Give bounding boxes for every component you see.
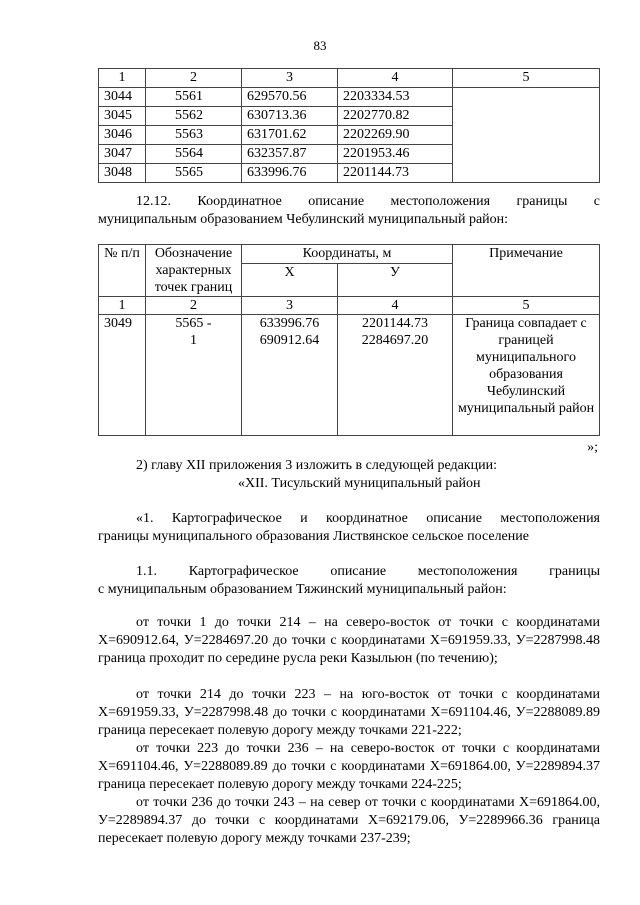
cell-x: 630713.36 — [242, 107, 338, 126]
table-row — [99, 88, 600, 107]
section-12-12-line2: муниципальным образованием Чебулинский муниципальный район: — [98, 212, 509, 227]
cell-x: 631701.62 — [242, 126, 338, 145]
chapter-title: «XII. Тисульский муниципальный район — [238, 476, 481, 491]
cell-y-line1: 2201144.73 — [362, 316, 428, 331]
header-coordinates: Координаты, м — [242, 245, 453, 264]
cell-x — [242, 315, 338, 436]
column-number: 3 — [242, 297, 338, 315]
cell-note — [453, 88, 600, 183]
table-header-row — [99, 69, 600, 88]
cell-x: 629570.56 — [242, 88, 338, 107]
cell-x: 632357.87 — [242, 145, 338, 164]
section-12-12-line1: 12.12. Координатное описание местоположения границы с — [136, 194, 600, 209]
table-row — [99, 315, 600, 436]
section-1-line2: границы муниципального образования Листвянское сельское поселение — [98, 529, 529, 544]
cell-note: Граница совпадает с границей муниципального образования Чебулинский муниципальный район — [453, 315, 600, 436]
cell-number: 3048 — [99, 164, 146, 183]
cell-number: 3045 — [99, 107, 146, 126]
header-designation: Обозначение характерных точек границ — [146, 245, 242, 297]
cell-point: 5561 — [146, 88, 242, 107]
cell-y: 2202770.82 — [338, 107, 453, 126]
section-1-1-line1: 1.1. Картографическое описание местоположения границы — [136, 564, 600, 579]
boundary-paragraph-4: от точки 236 до точки 243 – на север от точки с координатами X=691864.00, У=2289894.37 до точки с координатами X=692179.06, У=2289966.36 граница пересекает полевую дорогу между точками 237-239; — [98, 795, 600, 846]
header-cell: 2 — [146, 69, 242, 88]
cell-point: 5563 — [146, 126, 242, 145]
cell-number: 3046 — [99, 126, 146, 145]
cell-y: 2202269.90 — [338, 126, 453, 145]
cell-x: 633996.76 — [242, 164, 338, 183]
closing-mark: »; — [587, 440, 598, 455]
header-cell: 4 — [338, 69, 453, 88]
cell-points-line2: 1 — [190, 333, 197, 348]
cell-y: 2203334.53 — [338, 88, 453, 107]
cell-x-line2: 690912.64 — [259, 333, 320, 348]
section-1-line1: «1. Картографическое и координатное описание местоположения — [136, 511, 600, 526]
header-num: № п/п — [99, 245, 146, 297]
cell-points — [146, 315, 242, 436]
cell-number: 3049 — [99, 315, 146, 436]
boundary-paragraph-3: от точки 223 до точки 236 – на северо-восток от точки с координатами X=691104.46, У=2288089.89 до точки с координатами X=691864.00, У=2289894.37 граница пересекает полевую дорогу между точками 224-225; — [98, 741, 600, 792]
cell-y-line2: 2284697.20 — [361, 333, 429, 348]
table-column-numbers — [99, 297, 600, 315]
cell-number: 3044 — [99, 88, 146, 107]
cell-y — [338, 315, 453, 436]
section-1-1-line2: с муниципальным образованием Тяжинский муниципальный район: — [98, 582, 507, 597]
column-number: 5 — [453, 297, 600, 315]
coordinates-table-continued — [98, 68, 600, 183]
cell-number: 3047 — [99, 145, 146, 164]
header-x: X — [242, 264, 338, 297]
column-number: 1 — [99, 297, 146, 315]
column-number: 4 — [338, 297, 453, 315]
item-2-text: 2) главу XII приложения 3 изложить в следующей редакции: — [136, 458, 497, 473]
header-cell: 3 — [242, 69, 338, 88]
header-cell: 5 — [453, 69, 600, 88]
boundary-paragraph-1: от точки 1 до точки 214 – на северо-восток от точки с координатами X=690912.64, У=2284697.20 до точки с координатами X=691959.33, У=2287998.48 граница проходит по середине русла реки Казыльюн (по течению); — [98, 615, 600, 666]
header-note: Примечание — [453, 245, 600, 297]
cell-point: 5565 — [146, 164, 242, 183]
cell-points-line1: 5565 - — [175, 316, 212, 331]
cell-point: 5564 — [146, 145, 242, 164]
coordinates-table — [98, 244, 600, 436]
header-cell: 1 — [99, 69, 146, 88]
column-number: 2 — [146, 297, 242, 315]
cell-y: 2201953.46 — [338, 145, 453, 164]
table-header-row — [99, 245, 600, 264]
header-y: У — [338, 264, 453, 297]
cell-x-line1: 633996.76 — [259, 316, 320, 331]
cell-y: 2201144.73 — [338, 164, 453, 183]
boundary-paragraph-2: от точки 214 до точки 223 – на юго-восток от точки с координатами X=691959.33, У=2287998.48 до точки с координатами X=691104.46, У=2288089.89 граница пересекает полевую дорогу между точками 221-222; — [98, 687, 600, 738]
page-number: 83 — [313, 38, 327, 53]
cell-point: 5562 — [146, 107, 242, 126]
